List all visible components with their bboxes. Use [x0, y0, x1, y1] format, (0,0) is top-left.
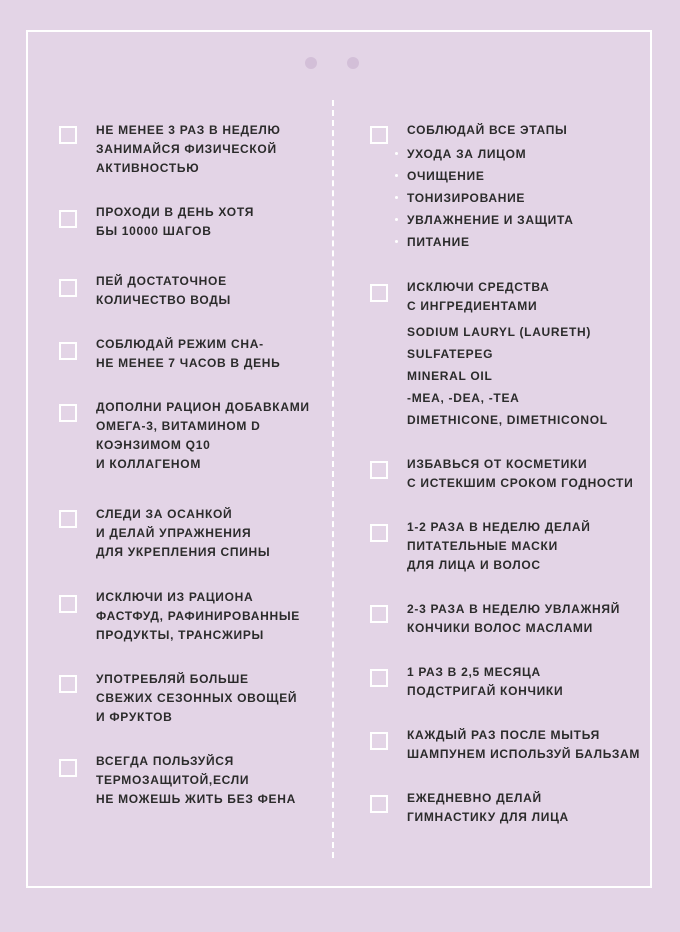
- item-line: ТЕРМОЗАЩИТОЙ,ЕСЛИ: [96, 773, 250, 787]
- right-item-text-7: [407, 726, 640, 764]
- left-item-text-6: [96, 505, 270, 562]
- right-checkbox-2[interactable]: [370, 284, 388, 302]
- sublist-item: [407, 365, 608, 387]
- right-checkbox-3[interactable]: [370, 461, 388, 479]
- right-checkbox-4[interactable]: [370, 524, 388, 542]
- item-line: КОЛИЧЕСТВО ВОДЫ: [96, 293, 231, 307]
- item-line: ПОДСТРИГАЙ КОНЧИКИ: [407, 684, 564, 698]
- item-line: ДЛЯ УКРЕПЛЕНИЯ СПИНЫ: [96, 545, 271, 559]
- column-divider: [332, 100, 334, 858]
- sublist-item: [407, 187, 574, 209]
- right-item-text-3: [407, 455, 633, 493]
- item-line: 2-3 РАЗА В НЕДЕЛЮ УВЛАЖНЯЙ: [407, 602, 621, 616]
- sublist-item: [407, 209, 574, 231]
- right-item-text-8: [407, 789, 569, 827]
- right-sublist-2: [407, 321, 608, 431]
- right-sublist-1: [407, 143, 574, 253]
- sublist-item-label: MINERAL OIL: [407, 369, 493, 383]
- item-line: 1-2 РАЗА В НЕДЕЛЮ ДЕЛАЙ: [407, 520, 591, 534]
- item-line: И ФРУКТОВ: [96, 710, 173, 724]
- item-line: СВЕЖИХ СЕЗОННЫХ ОВОЩЕЙ: [96, 691, 298, 705]
- item-line: ПЕЙ ДОСТАТОЧНОЕ: [96, 274, 227, 288]
- sublist-item: [407, 343, 608, 365]
- item-line: С ИНГРЕДИЕНТАМИ: [407, 299, 538, 313]
- sublist-item: [407, 231, 574, 253]
- right-item-text-1: [407, 121, 568, 140]
- item-line: И ДЕЛАЙ УПРАЖНЕНИЯ: [96, 526, 252, 540]
- left-checkbox-8[interactable]: [59, 675, 77, 693]
- sublist-item-label: DIMETHICONE, DIMETHICONOL: [407, 413, 608, 427]
- sublist-item: [407, 387, 608, 409]
- sublist-item-label: SODIUM LAURYL (LAURETH): [407, 325, 592, 339]
- sublist-item: [407, 143, 574, 165]
- item-line: КАЖДЫЙ РАЗ ПОСЛЕ МЫТЬЯ: [407, 728, 600, 742]
- item-line: СЛЕДИ ЗА ОСАНКОЙ: [96, 507, 233, 521]
- right-checkbox-5[interactable]: [370, 605, 388, 623]
- item-line: ВСЕГДА ПОЛЬЗУЙСЯ: [96, 754, 234, 768]
- left-item-text-9: [96, 752, 296, 809]
- sublist-item-label: УХОДА ЗА ЛИЦОМ: [407, 147, 527, 161]
- bullet-dot-icon: [395, 196, 398, 199]
- item-line: КОЭНЗИМОМ Q10: [96, 438, 211, 452]
- decor-dot-left: [305, 57, 317, 69]
- item-line: ЕЖЕДНЕВНО ДЕЛАЙ: [407, 791, 542, 805]
- right-item-text-6: [407, 663, 563, 701]
- decor-dot-right: [347, 57, 359, 69]
- left-checkbox-9[interactable]: [59, 759, 77, 777]
- item-line: ИСКЛЮЧИ ИЗ РАЦИОНА: [96, 590, 254, 604]
- item-line: СОБЛЮДАЙ ВСЕ ЭТАПЫ: [407, 123, 568, 137]
- bullet-dot-icon: [395, 240, 398, 243]
- bullet-dot-icon: [395, 174, 398, 177]
- item-line: С ИСТЕКШИМ СРОКОМ ГОДНОСТИ: [407, 476, 634, 490]
- left-checkbox-3[interactable]: [59, 279, 77, 297]
- item-line: НЕ МЕНЕЕ 3 РАЗ В НЕДЕЛЮ: [96, 123, 281, 137]
- left-item-text-5: [96, 398, 310, 474]
- left-item-text-8: [96, 670, 297, 727]
- item-line: ПРОДУКТЫ, ТРАНСЖИРЫ: [96, 628, 264, 642]
- left-checkbox-2[interactable]: [59, 210, 77, 228]
- item-line: БЫ 10000 ШАГОВ: [96, 224, 212, 238]
- item-line: ФАСТФУД, РАФИНИРОВАННЫЕ: [96, 609, 300, 623]
- item-line: АКТИВНОСТЬЮ: [96, 161, 200, 175]
- bullet-dot-icon: [395, 218, 398, 221]
- item-line: ПРОХОДИ В ДЕНЬ ХОТЯ: [96, 205, 255, 219]
- sublist-item-label: SULFATEPEG: [407, 347, 494, 361]
- right-checkbox-8[interactable]: [370, 795, 388, 813]
- right-item-text-2: [407, 278, 550, 316]
- item-line: И КОЛЛАГЕНОМ: [96, 457, 202, 471]
- sublist-item: [407, 165, 574, 187]
- item-line: ИЗБАВЬСЯ ОТ КОСМЕТИКИ: [407, 457, 588, 471]
- item-line: ОМЕГА-3, ВИТАМИНОМ D: [96, 419, 261, 433]
- right-checkbox-7[interactable]: [370, 732, 388, 750]
- sublist-item: [407, 321, 608, 343]
- left-checkbox-4[interactable]: [59, 342, 77, 360]
- item-line: СОБЛЮДАЙ РЕЖИМ СНА-: [96, 337, 264, 351]
- item-line: ЗАНИМАЙСЯ ФИЗИЧЕСКОЙ: [96, 142, 277, 156]
- bullet-dot-icon: [395, 152, 398, 155]
- left-checkbox-1[interactable]: [59, 126, 77, 144]
- item-line: ШАМПУНЕМ ИСПОЛЬЗУЙ БАЛЬЗАМ: [407, 747, 641, 761]
- right-checkbox-1[interactable]: [370, 126, 388, 144]
- right-checkbox-6[interactable]: [370, 669, 388, 687]
- left-item-text-7: [96, 588, 300, 645]
- left-item-text-3: [96, 272, 231, 310]
- item-line: ДЛЯ ЛИЦА И ВОЛОС: [407, 558, 541, 572]
- item-line: КОНЧИКИ ВОЛОС МАСЛАМИ: [407, 621, 593, 635]
- item-line: ИСКЛЮЧИ СРЕДСТВА: [407, 280, 550, 294]
- left-item-text-2: [96, 203, 254, 241]
- sublist-item: [407, 409, 608, 431]
- left-item-text-4: [96, 335, 280, 373]
- sublist-item-label: ТОНИЗИРОВАНИЕ: [407, 191, 526, 205]
- left-checkbox-5[interactable]: [59, 404, 77, 422]
- item-line: УПОТРЕБЛЯЙ БОЛЬШЕ: [96, 672, 249, 686]
- item-line: ГИМНАСТИКУ ДЛЯ ЛИЦА: [407, 810, 569, 824]
- left-checkbox-6[interactable]: [59, 510, 77, 528]
- item-line: 1 РАЗ В 2,5 МЕСЯЦА: [407, 665, 541, 679]
- item-line: НЕ МОЖЕШЬ ЖИТЬ БЕЗ ФЕНА: [96, 792, 296, 806]
- right-item-text-5: [407, 600, 620, 638]
- item-line: ПИТАТЕЛЬНЫЕ МАСКИ: [407, 539, 558, 553]
- left-checkbox-7[interactable]: [59, 595, 77, 613]
- sublist-item-label: -MEA, -DEA, -TEA: [407, 391, 520, 405]
- right-item-text-4: [407, 518, 591, 575]
- left-item-text-1: [96, 121, 281, 178]
- sublist-item-label: ПИТАНИЕ: [407, 235, 470, 249]
- sublist-item-label: ОЧИЩЕНИЕ: [407, 169, 485, 183]
- sublist-item-label: УВЛАЖНЕНИЕ И ЗАЩИТА: [407, 213, 574, 227]
- item-line: НЕ МЕНЕЕ 7 ЧАСОВ В ДЕНЬ: [96, 356, 281, 370]
- item-line: ДОПОЛНИ РАЦИОН ДОБАВКАМИ: [96, 400, 310, 414]
